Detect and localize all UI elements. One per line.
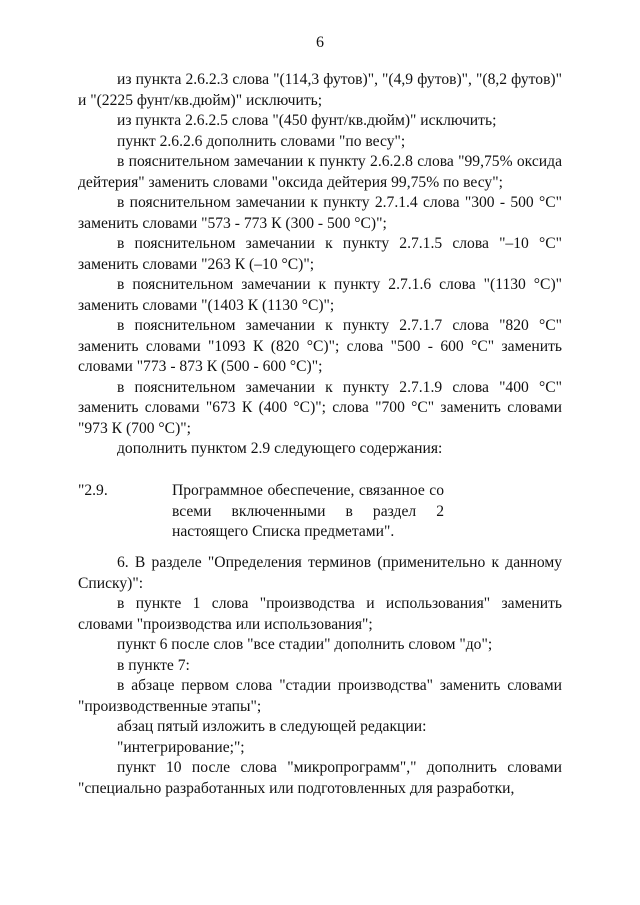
paragraph: из пункта 2.6.2.5 слова "(450 фунт/кв.дюйм)" исключить; — [117, 112, 497, 129]
paragraph: в пояснительном замечании к пункту 2.7.1.7 слова "820 °С" заменить словами "1093 К (820 °С)"; слова "500 - 600 °С" заменить словами "773 - 873 К (500 - 600 °С)"; — [78, 317, 562, 375]
paragraph: в абзаце первом слова "стадии производства" заменить словами "производственные этапы"; — [78, 677, 562, 715]
paragraph: 6. В разделе "Определения терминов (применительно к данному Списку)": — [78, 554, 562, 592]
paragraph: в пояснительном замечании к пункту 2.7.1.5 слова "–10 °С" заменить словами "263 К (–10 °С)"; — [78, 235, 562, 273]
paragraph: пункт 2.6.2.6 дополнить словами "по весу"; — [117, 132, 406, 150]
list-item-number: "2.9. — [78, 482, 108, 499]
amendments-block-2 — [78, 553, 562, 799]
list-item-text: Программное обеспечение, связанное со всеми включенными в раздел 2 настоящего Списка предметами". — [172, 482, 444, 540]
paragraph: пункт 10 после слова "микропрограмм"," дополнить словами "специально разработанных или подготовленных для разработки, — [78, 759, 562, 797]
paragraph: пункт 6 после слов "все стадии" дополнить словом "до"; — [117, 636, 493, 653]
paragraph: в пояснительном замечании к пункту 2.7.1.6 слова "(1130 °С)" заменить словами "(1403 К (1130 °С)"; — [78, 276, 562, 314]
amendments-block-1 — [78, 70, 562, 460]
paragraph: в пояснительном замечании к пункту 2.7.1.4 слова "300 - 500 °С" заменить словами "573 - 773 К (300 - 500 °С)"; — [78, 194, 562, 232]
paragraph: абзац пятый изложить в следующей редакции: — [117, 718, 427, 735]
paragraph: в пояснительном замечании к пункту 2.7.1.9 слова "400 °С" заменить словами "673 К (400 °С)"; слова "700 °С" заменить словами "973 К (700 °С)"; — [78, 378, 562, 437]
paragraph: в пояснительном замечании к пункту 2.6.2.8 слова "99,75% оксида дейтерия" заменить словами "оксида дейтерия 99,75% по весу"; — [78, 153, 562, 191]
paragraph: в пункте 1 слова "производства и использования" заменить словами "производства или использования"; — [78, 595, 562, 633]
paragraph: "интегрирование;"; — [117, 738, 245, 756]
paragraph: дополнить пунктом 2.9 следующего содержания: — [117, 440, 443, 457]
page-number: 6 — [316, 34, 324, 51]
paragraph: в пункте 7: — [117, 656, 190, 674]
paragraph: из пункта 2.6.2.3 слова "(114,3 футов)", "(4,9 футов)", "(8,2 футов)" и "(2225 фунт/кв.дюйм)" исключить; — [78, 71, 562, 109]
